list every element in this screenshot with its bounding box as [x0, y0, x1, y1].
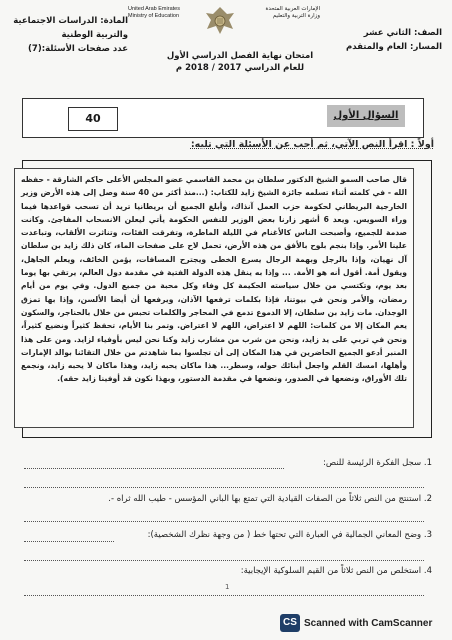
question-2: [22, 494, 432, 504]
question-1-number: 1.: [423, 458, 432, 468]
question-1: [22, 458, 432, 468]
question-3-text: وضح المعاني الجمالية في العبارة التي تحتها خط ( من وجهة نظرك الشخصية):: [147, 530, 422, 540]
question-3: [22, 530, 432, 540]
ministry-en-line2: Ministry of Education: [128, 13, 180, 19]
uae-emblem-icon: [200, 4, 240, 38]
ministry-en-line1: United Arab Emirates: [128, 6, 180, 12]
answer-line-4[interactable]: [24, 595, 424, 596]
ministry-en: [128, 6, 180, 20]
grade-label: الصف: الثاني عشر: [363, 28, 442, 38]
score-box: 40: [68, 107, 118, 131]
scanned-watermark: Scanned with CamScanner: [304, 618, 433, 629]
answer-line-1[interactable]: [24, 468, 284, 469]
ministry-ar-line1: الإمارات العربية المتحدة: [265, 6, 320, 12]
subject-line2: والتربية الوطنية: [61, 30, 128, 40]
exam-title: [150, 50, 330, 74]
question-4-text: استخلص من النص ثلاثاً من القيم السلوكية الإيجابية:: [240, 566, 422, 576]
question-1-text: سجل الفكرة الرئيسة للنص:: [322, 458, 422, 468]
passage-text: قال صاحب السمو الشيخ الدكتور سلطان بن محمد القاسمي عضو المجلس الأعلى حاكم الشارقة - حفظه الله - في كلمته أثناء تسلمه جائزة الشيخ زايد للكتاب: (...منذ أكثر من 40 سنة وصل إلى هذه الأرض وزير الخارجية البريطاني لحكومة حزب العمل آنذاك، وأبلغ الجميع أن بريطانيا تريد أن تسحب قواعدها فيما وراء السويس. ويعد 6 أشهر زارنا بعض الوزير للنفس الحكومة يأتي ليعلن الانسحاب المفاجئ. وكانت صدمة للجميع، وأصبحت الناس كالأغنام في الليلة الماطرة، وتفرقت الفئات، وتناثرت الألقاب، وتباعدت علينا الأمر. وإذا بنجم بلوح بالأفق من هذه الأرض، تحمل لاح على صفحات الماء، كان ذلك زايد بن سلطان آل نهيان، وإذا بالرجل وبهمة الرجال يسرع الخطى ويجترح المسافات، يؤمن الخائف، ويعلم الجاهل، ويقول أمة. أقول أنه هو الأمة. ... وإذا به ينقل هذه الدولة الفتية في مقدمة دول العالم، يرتقي بها يوما بعد يوم، وتكتسي من خلال سياسته الحكيمة كل وفاء وكل محبة من جميع الدول. وفي يوم من أيام رمضان، والأمر ونحن في بيوتنا، فإذا بكلمات ترفعها الآذان، ويرفعها أن أيضا الألسن، وإذا بها تمزق الوجدان. مات زايد بن سلطان، إلا الدموع تدمع في المحاجر والكلمات تحبس من خلال بالحناجر، والسكون يعم المكان إلا من كلمات: اللهم لا اعتراض، اللهم لا اعتراض. وتمر بنا الأيام، تحفظ كثيراً ونضيع كثيراً، ونحن في تربي على يد زايد، ونحن من شرب من مشارب زايد وكنا نحن ليس بأوفياء لزايد. ومن على هذا المنبر أدعو الجميع الحاضرين في هذا المكان إلى أن تجلسوا بما شاهدتم من خلال التقائنا بوالد الإمارات وأهلها، امسك القلم واجعل أبنائك حوله، وسطر... هذا ماكان يحبه زايد، وهذا ماكان لا يحبه زايد، ونجمع تلك الأوراق، ونضعها في الصدور، ونضعها في مقدمة الدستور، وبهذا نكون قد أوفينا زايد حقه).: [21, 175, 407, 384]
answer-line-1b[interactable]: [24, 487, 424, 488]
passage-frame: [14, 168, 414, 428]
answer-line-2[interactable]: [24, 521, 424, 522]
subject-label: المادة: الدراسات الاجتماعية: [13, 16, 128, 26]
question-2-text: استنتج من النص ثلاثاً من الصفات القيادية التي تمتع بها الباني المؤسس - طيب الله ثراه -.: [108, 494, 422, 504]
ministry-ar: [250, 6, 320, 20]
header-right: [332, 26, 442, 54]
header-left: [8, 14, 128, 56]
answer-line-3b[interactable]: [24, 560, 424, 561]
section-header-box: [22, 98, 424, 138]
camscanner-logo-icon: CS: [280, 614, 300, 632]
question-2-number: 2.: [423, 494, 432, 504]
exam-title-line1: امتحان نهاية الفصل الدراسي الأول: [166, 51, 314, 61]
ministry-ar-line2: وزارة التربية والتعليم: [272, 13, 320, 19]
track-label: المسار: العام والمتقدم: [346, 42, 442, 52]
answer-line-3[interactable]: [24, 541, 114, 542]
pages-count: عدد صفحات الأسئلة:(7): [28, 44, 128, 54]
question-3-number: 3.: [423, 530, 432, 540]
exam-year: للعام الدراسي 2017 / 2018 م: [175, 63, 305, 73]
question-4-number: 4.: [423, 566, 432, 576]
page-number: 1: [225, 583, 230, 591]
question-4: [22, 566, 432, 576]
instruction-text: أولاً : اقرأ النص الآتي، ثم أجب عن الأسئلة التي تليه:: [190, 139, 434, 150]
instruction: [154, 139, 434, 150]
section-label: السؤال الأول: [327, 105, 405, 127]
